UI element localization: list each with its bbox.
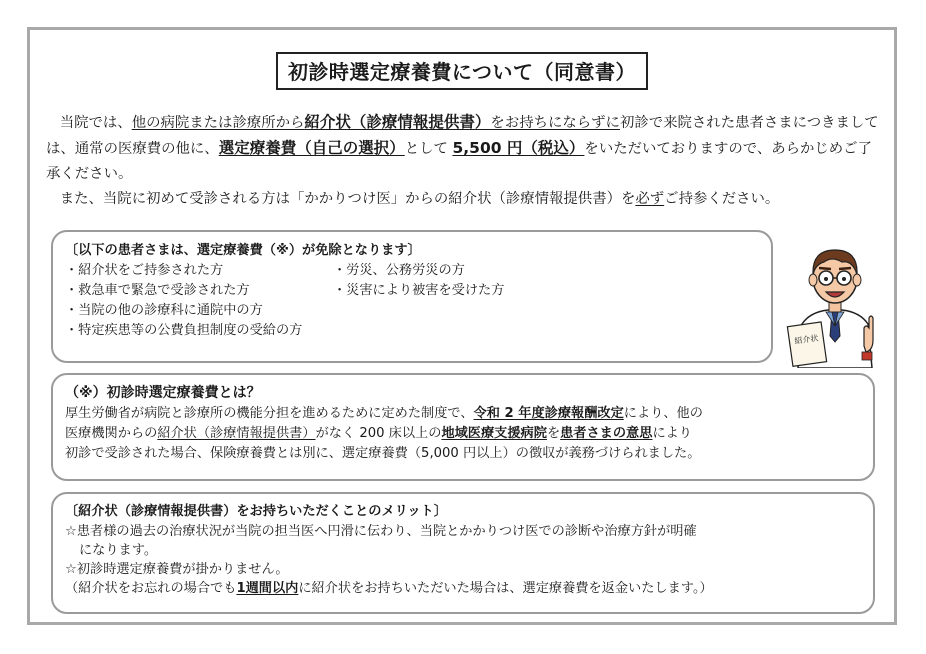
- title-wrap: [30, 52, 894, 90]
- intro-paragraph-2: [46, 187, 884, 212]
- merit-text: に紹介状をお持ちいただいた場合は、選定療養費を返金いたします。）: [298, 581, 713, 596]
- merit-line-1: ☆患者様の過去の治療状況が当院の担当医へ円滑に伝わり、当院とかかりつけ医での診断や治療方針が明確: [65, 524, 697, 539]
- definition-underline-intent: 患者さまの意思: [560, 426, 653, 441]
- definition-text: 医療機関からの: [65, 426, 158, 441]
- exemption-item: ・特定疾患等の公費負担制度の受給の方: [65, 323, 303, 338]
- intro-text: [46, 110, 884, 212]
- exemption-item: ・紹介状をご持参された方: [65, 263, 224, 278]
- referral-paper-label: 紹介状: [793, 333, 819, 346]
- intro-text-e: をいただいておりますので、あらかじめご了承ください。: [46, 141, 872, 182]
- exemption-item: ・労災、公務労災の方: [333, 263, 465, 278]
- definition-line-2: [65, 424, 861, 444]
- definition-line-1: [65, 404, 861, 424]
- definition-text: 厚生労働省が病院と診療所の機能分担を進めるために定めた制度で、: [65, 406, 474, 421]
- merit-line-3: ☆初診時選定療養費が掛かりません。: [65, 562, 289, 577]
- exemption-item: ・当院の他の診療科に通院中の方: [65, 303, 263, 318]
- intro-emphasis-amount: 5,500 円（税込）: [452, 139, 585, 157]
- intro-emphasis-referral: 紹介状（診療情報提供書）: [304, 113, 491, 131]
- notice-frame: [27, 27, 897, 625]
- definition-text: がなく 200 床以上の: [315, 426, 442, 441]
- intro-underline-without: をお持ちにならずに: [490, 115, 620, 131]
- definition-box: [51, 373, 875, 481]
- definition-line-3: 初診で受診された場合、保険療養費とは別に、選定療養費（5,000 円以上）の徴収が義務づけられました。: [65, 446, 701, 461]
- definition-text: を: [546, 426, 561, 441]
- exemption-box: [51, 230, 773, 363]
- intro-underline-other-hospital: 他の病院または診療所から: [131, 115, 305, 131]
- intro-underline-must: 必ず: [635, 191, 665, 207]
- merit-box: [51, 492, 875, 614]
- definition-underline-revision: 令和 2 年度診療報酬改定: [473, 406, 624, 421]
- merit-heading: 〔紹介状（診療情報提供書）をお持ちいただくことのメリット〕: [65, 504, 447, 519]
- definition-heading: （※）初診時選定療養費とは？: [65, 385, 261, 401]
- intro-text-c: 初診で来院された患者さまにつきましては、通常の医療費の他に、: [46, 115, 879, 157]
- definition-underline-hospital: 地域医療支援病院: [441, 426, 547, 441]
- exemption-heading: 〔以下の患者さまは、選定療養費（※）が免除となります〕: [65, 243, 421, 258]
- intro-emphasis-selection-fee: 選定療養費（自己の選択）: [218, 139, 405, 157]
- intro-text-d: として: [404, 141, 448, 157]
- intro-text-p2a: また、当院に初めて受診される方は「かかりつけ医」からの紹介状（診療情報提供書）を: [59, 191, 636, 207]
- merit-line-4: [65, 579, 861, 598]
- merit-underline-one-week: 1週間以内: [236, 581, 299, 596]
- page-title: 初診時選定療養費について（同意書）: [276, 52, 648, 90]
- definition-text: により: [652, 426, 692, 441]
- merit-text: （紹介状をお忘れの場合でも: [65, 581, 237, 596]
- exemption-column-1: [65, 261, 333, 341]
- exemption-item: ・救急車で緊急で受診された方: [65, 283, 250, 298]
- intro-paragraph-1: [46, 110, 884, 187]
- intro-text-a: 当院では、: [59, 115, 132, 131]
- doctor-illustration: [780, 228, 890, 368]
- exemption-columns: [65, 261, 759, 341]
- definition-underline-referral: 紹介状（診療情報提供書）: [157, 426, 316, 441]
- exemption-item: ・災害により被害を受けた方: [333, 283, 505, 298]
- definition-text: により、他の: [623, 406, 703, 421]
- merit-line-2: になります。: [79, 543, 158, 558]
- exemption-column-2: [333, 261, 633, 341]
- intro-text-p2b: ご持参ください。: [664, 191, 780, 207]
